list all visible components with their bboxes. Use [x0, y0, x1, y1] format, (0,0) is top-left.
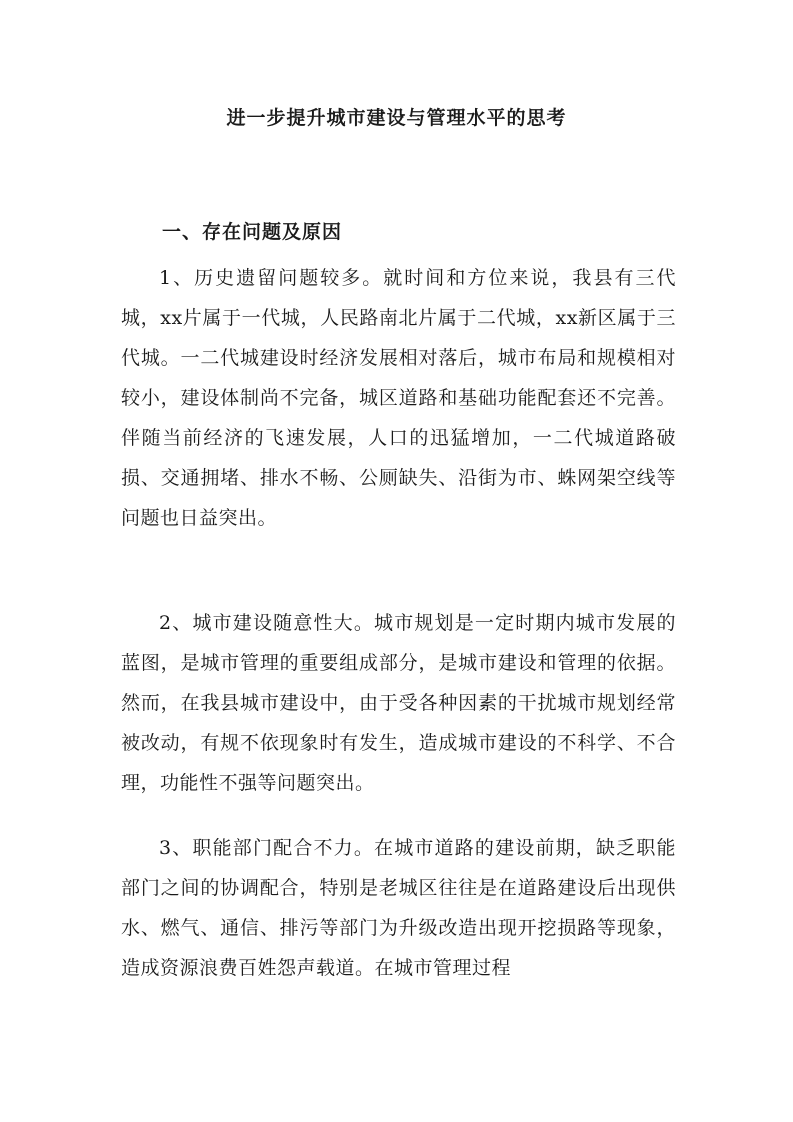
paragraph-3: 3、职能部门配合不力。在城市道路的建设前期，缺乏职能部门之间的协调配合，特别是老城区往往是在道路建设后出现供水、燃气、通信、排污等部门为升级改造出现开挖损路等现象，造成资源浪费百姓怨声载道。在城市管理过程: [121, 837, 676, 979]
paragraph-2: 2、城市建设随意性大。城市规划是一定时期内城市发展的蓝图，是城市管理的重要组成部分，是城市建设和管理的依据。然而，在我县城市建设中，由于受各种因素的干扰城市规划经常被改动，有规不依现象时有发生，造成城市建设的不科学、不合理，功能性不强等问题突出。: [121, 612, 676, 794]
paragraph-1: 1、历史遗留问题较多。就时间和方位来说，我县有三代城，xx片属于一代城，人民路南北片属于二代城，xx新区属于三代城。一二代城建设时经济发展相对落后，城市布局和规模相对较小，建设体制尚不完备，城区道路和基础功能配套还不完善。伴随当前经济的飞速发展，人口的迅猛增加，一二代城道路破损、交通拥堵、排水不畅、公厕缺失、沿街为市、蛛网架空线等问题也日益突出。: [121, 267, 676, 529]
document-title: 进一步提升城市建设与管理水平的思考: [226, 107, 567, 129]
section-heading: 一、存在问题及原因: [162, 221, 343, 243]
